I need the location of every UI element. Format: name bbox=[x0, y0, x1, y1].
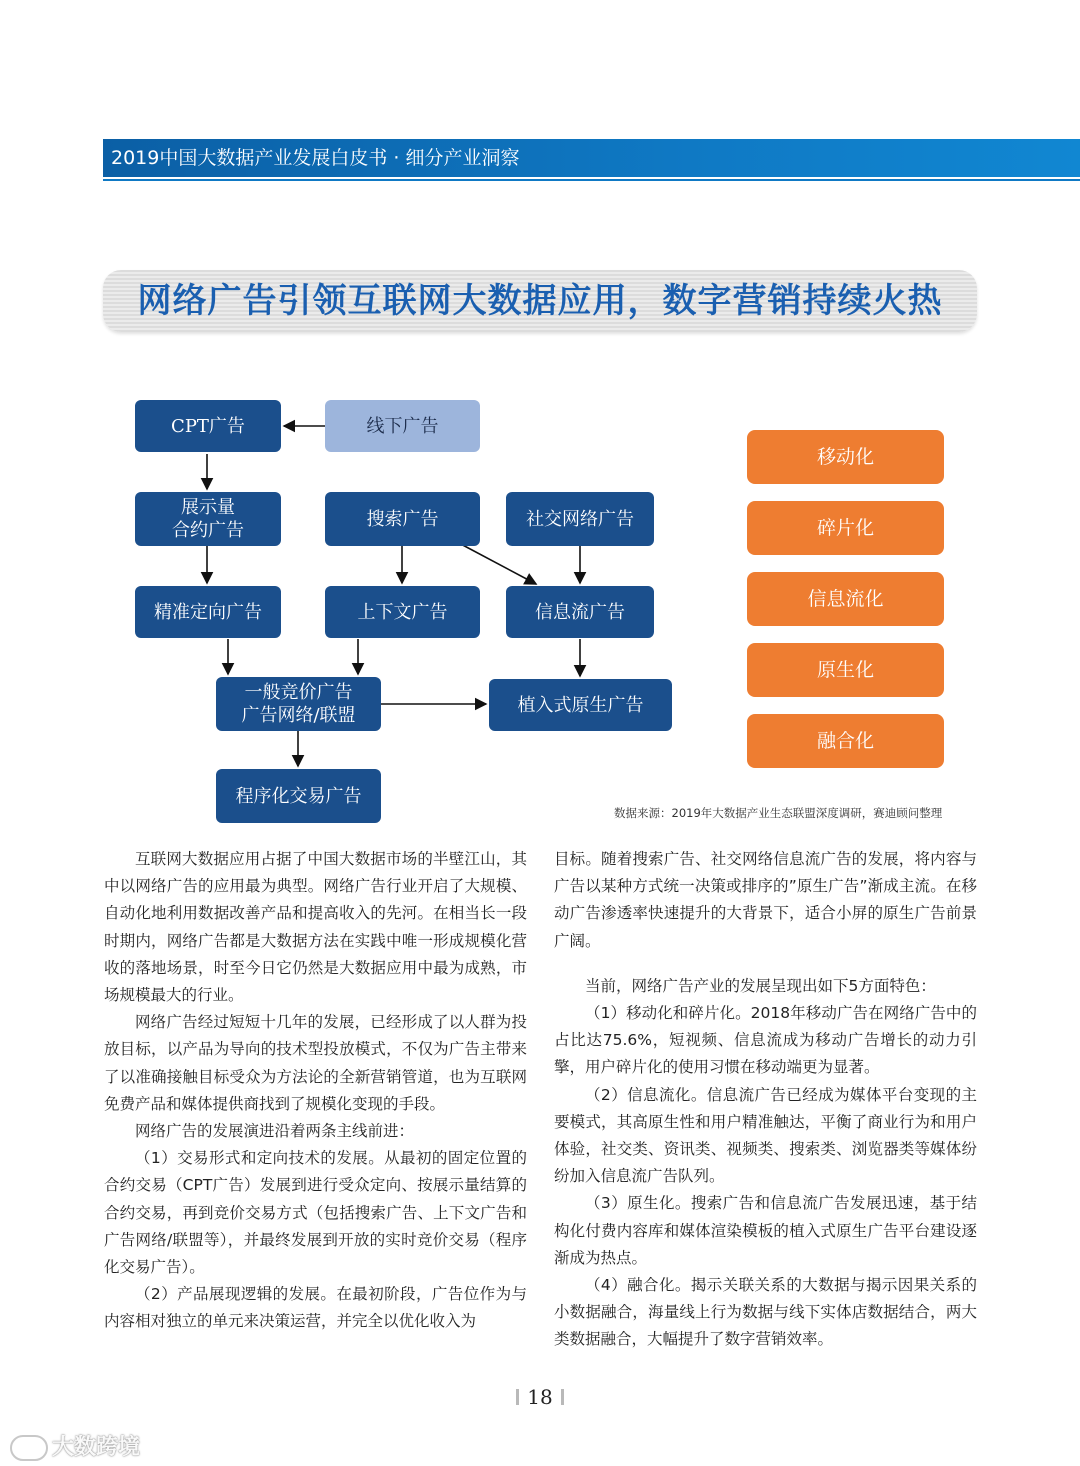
trend-mobile-label: 移动化 bbox=[816, 445, 874, 468]
paragraph: 当前，网络广告产业的发展呈现出如下5方面特色： bbox=[585, 976, 936, 995]
node-bidding-network-ad bbox=[216, 677, 381, 731]
node-native-ad-label: 植入式原生广告 bbox=[517, 694, 644, 716]
paragraph-continued: 目标。随着搜索广告、社交网络信息流广告的发展，将内容与广告以某种方式统一决策或排序的”原生广告”渐成主流。在移动广告渗透率快速提升的大背景下，适合小屏的原生广告前景广阔。 bbox=[554, 850, 977, 950]
node-offline-ad-label: 线下广告 bbox=[366, 415, 439, 437]
trend-fusion bbox=[747, 714, 944, 768]
page-number-bar-right bbox=[561, 1389, 564, 1405]
page-number-value: 18 bbox=[527, 1385, 553, 1409]
trend-fragmentation bbox=[747, 501, 944, 555]
figure-source: 数据来源：2019年大数据产业生态联盟深度调研，赛迪顾问整理 bbox=[614, 806, 943, 820]
node-offline-ad bbox=[325, 400, 480, 452]
node-context-ad-label: 上下文广告 bbox=[357, 601, 448, 623]
node-feed-ad bbox=[506, 586, 654, 638]
paragraph-gap bbox=[554, 955, 977, 973]
paragraph: 网络广告的发展演进沿着两条主线前进： bbox=[135, 1122, 415, 1141]
node-precise-targeting-ad-label: 精准定向广告 bbox=[154, 601, 262, 623]
trend-feed-label: 信息流化 bbox=[807, 587, 884, 610]
trend-native bbox=[747, 643, 944, 697]
paragraph: （2）信息流化。信息流广告已经成为媒体平台变现的主要模式，其高原生性和用户精准触达，平衡了商业行为和用户体验，社交类、资讯类、视频类、搜索类、浏览器类等媒体纷纷加入信息流广告队列。 bbox=[554, 1085, 977, 1186]
section-title: 网络广告引领互联网大数据应用，数字营销持续火热 bbox=[137, 281, 943, 321]
node-feed-ad-label: 信息流广告 bbox=[535, 601, 625, 623]
node-display-contract-ad bbox=[135, 492, 281, 546]
node-native-ad bbox=[489, 679, 672, 731]
watermark bbox=[10, 1430, 140, 1461]
node-display-contract-ad-label: 展示量 合约广告 bbox=[172, 497, 244, 541]
node-precise-targeting-ad bbox=[135, 586, 281, 638]
arrow-search-to-feed bbox=[457, 542, 536, 584]
trend-fragmentation-label: 碎片化 bbox=[816, 516, 874, 539]
node-search-ad bbox=[325, 492, 480, 546]
paragraph: （1）移动化和碎片化。2018年移动广告在网络广告中的占比达75.6%，短视频、信息流成为移动广告增长的动力引擎，用户碎片化的使用习惯在移动端更为显著。 bbox=[554, 1004, 977, 1077]
node-programmatic-ad-label: 程序化交易广告 bbox=[235, 785, 362, 807]
header-title: 2019中国大数据产业发展白皮书 · 细分产业洞察 bbox=[111, 147, 520, 169]
node-social-ad bbox=[506, 492, 654, 546]
watermark-text: 大数跨境 bbox=[52, 1435, 141, 1460]
node-context-ad bbox=[325, 586, 480, 638]
paragraph: （1）交易形式和定向技术的发展。从最初的固定位置的合约交易（CPT广告）发展到进行受众定向、按展示量结算的合约交易，再到竞价交易方式（包括搜索广告、上下文广告和广告网络/联盟等），并最终发展到开放的实时竞价交易（程序化交易广告）。 bbox=[104, 1149, 527, 1277]
node-search-ad-label: 搜索广告 bbox=[366, 508, 439, 530]
paragraph: 网络广告经过短短十几年的发展，已经形成了以人群为投放目标，以产品为导向的技术型投放模式，不仅为广告主带来了以准确接触目标受众为方法论的全新营销管道，也为互联网免费产品和媒体提供商找到了规模化变现的手段。 bbox=[104, 1013, 527, 1113]
node-cpt-ad-label: CPT广告 bbox=[171, 415, 245, 437]
watermark-logo-icon bbox=[10, 1435, 48, 1461]
node-programmatic-ad bbox=[216, 769, 381, 823]
trend-fusion-label: 融合化 bbox=[816, 729, 874, 752]
body-column-left bbox=[104, 846, 527, 1336]
page-number bbox=[500, 1385, 580, 1409]
trend-feed bbox=[747, 572, 944, 626]
node-social-ad-label: 社交网络广告 bbox=[526, 508, 634, 530]
body-column-right bbox=[554, 846, 977, 1354]
paragraph: （2）产品展现逻辑的发展。在最初阶段，广告位作为与内容相对独立的单元来决策运营，并完全以优化收入为 bbox=[104, 1285, 527, 1331]
node-cpt-ad bbox=[135, 400, 281, 452]
paragraph: （3）原生化。搜索广告和信息流广告发展迅速，基于结构化付费内容库和媒体渲染模板的植入式原生广告平台建设逐渐成为热点。 bbox=[554, 1194, 977, 1267]
page-number-bar-left bbox=[516, 1389, 519, 1405]
node-bidding-network-ad-label: 一般竞价广告 广告网络/联盟 bbox=[241, 682, 356, 726]
trend-mobile bbox=[747, 430, 944, 484]
trend-native-label: 原生化 bbox=[816, 658, 874, 681]
paragraph: （4）融合化。揭示关联关系的大数据与揭示因果关系的小数据融合，海量线上行为数据与线下实体店数据结合，两大类数据融合，大幅提升了数字营销效率。 bbox=[554, 1276, 977, 1349]
paragraph: 互联网大数据应用占据了中国大数据市场的半壁江山，其中以网络广告的应用最为典型。网络广告行业开启了大规模、自动化地利用数据改善产品和提高收入的先河。在相当长一段时期内，网络广告都是大数据方法在实践中唯一形成规模化营收的落地场景，时至今日它仍然是大数据应用中最为成熟，市场规模最大的行业。 bbox=[104, 850, 527, 1005]
